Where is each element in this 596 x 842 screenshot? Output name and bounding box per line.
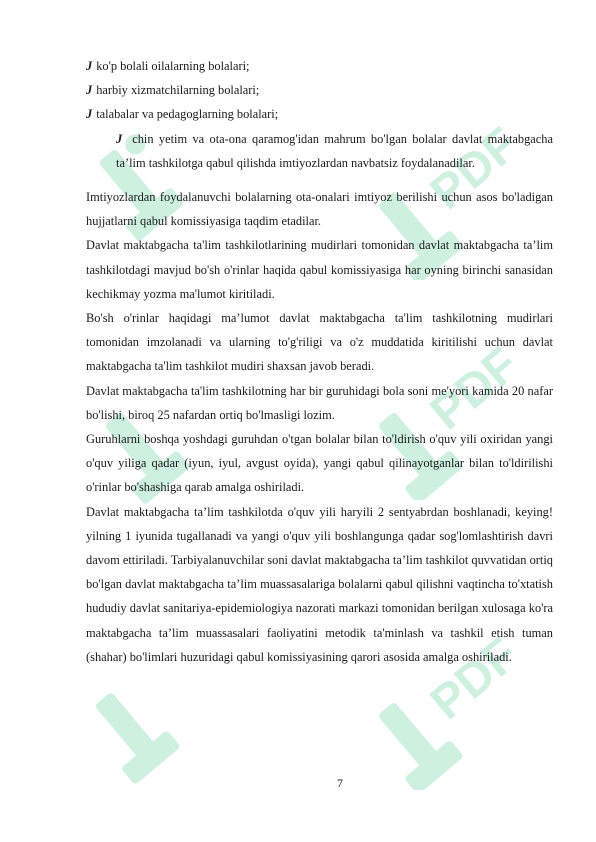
spacer (86, 175, 553, 185)
bullet-mark: J (86, 107, 93, 122)
bullet-item (86, 102, 553, 126)
watermark-text: PDF (420, 117, 529, 221)
page-number: 7 (337, 776, 343, 790)
bullet-text: talabalar va pedagoglarning bolalari; (96, 107, 279, 122)
bullet-mark: J (86, 59, 93, 73)
paragraph: Davlat maktabgacha ta’lim tashkilotda o'quv yili haryili 2 sentyabrdan boshlanadi, keying! yilning 1 iyunida tugallanadi va yangi o'quv yili boshlangunga qadar sog'lomlashtirish davri davom ettiriladi. Tarbiyalanuvchilar soni davlat maktabgacha ta’lim tashkilot quvvatidan ortiq bo'lgan davlat maktabgacha ta’lim muassasalariga bolalarni qabul qilishni vaqtincha to'xtatish hududiy davlat sanitariya-epidemiologiya nazorati markazi tomonidan berilgan xulosaga ko'ra maktabgacha ta’lim muassasalari faoliyatini metodik ta'minlash va tashkil etish tuman (shahar) bo'limlari huzuridagi qabul komissiyasining qarori asosida amalga oshiriladi. (86, 504, 553, 664)
indented-bullet-item (116, 127, 553, 175)
paragraph: Guruhlarni boshqa yoshdagi guruhdan o'tgan bolalar bilan to'ldirish o'quv yili oxiridan yangi o'quv yiliga qadar (iyun, iyul, avgust oyida), yangi qabul qilinayotganlar bilan to'ldirilishi o'rinlar bo'shashiga qarab amalga oshiriladi. (86, 432, 553, 495)
paragraph: Davlat maktabgacha ta'lim tashkilotlarining mudirlari tomonidan davlat maktabgacha ta’lim tashkilotdagi mavjud bo'sh o'rinlar haqida qabul komissiyasiga har oyning birinchi sanasidan kechikmay yozma ma'lumot kiritiladi. (86, 238, 553, 301)
bullet-item (86, 78, 553, 102)
bullet-text: chin yetim va ota-ona qaramog'idan mahrum bo'lgan bolalar davlat maktabgacha ta’lim tashkilotga qabul qilishda imtiyozlardan navbatsiz foydalanadilar. (116, 131, 553, 170)
bullet-text: ko'p bolali oilalarning bolalari; (96, 59, 250, 73)
paragraph: Davlat maktabgacha ta'lim tashkilotning har bir guruhidagi bola soni me'yori kamida 20 nafar bo'lishi, biroq 25 nafardan ortiq bo'lmasligi lozim. (86, 383, 553, 422)
bullet-mark: J (86, 83, 93, 98)
paragraph: Bo'sh o'rinlar haqidagi ma’lumot davlat maktabgacha ta'lim tashkilotning mudirlari tomonidan imzolanadi va ularning to'g'riligi va o'z muddatida kiritilishi uchun davlat maktabgacha ta'lim tashkilot mudiri shaxsan javob beradi. (86, 311, 553, 374)
document-body (86, 54, 553, 669)
watermark-text-2: PDF (420, 337, 529, 441)
bullet-text: harbiy xizmatchilarning bolalari; (96, 83, 260, 98)
bullet-item (86, 54, 553, 78)
bullet-mark: J (116, 131, 123, 146)
paragraph: Imtiyozlardan foydalanuvchi bolalarning ota-onalari imtiyoz berilishi uchun asos bo'ladigan hujjatlarni qabul komissiyasiga taqdim etadilar. (86, 190, 553, 229)
watermark-text-3: PDF (420, 627, 529, 731)
